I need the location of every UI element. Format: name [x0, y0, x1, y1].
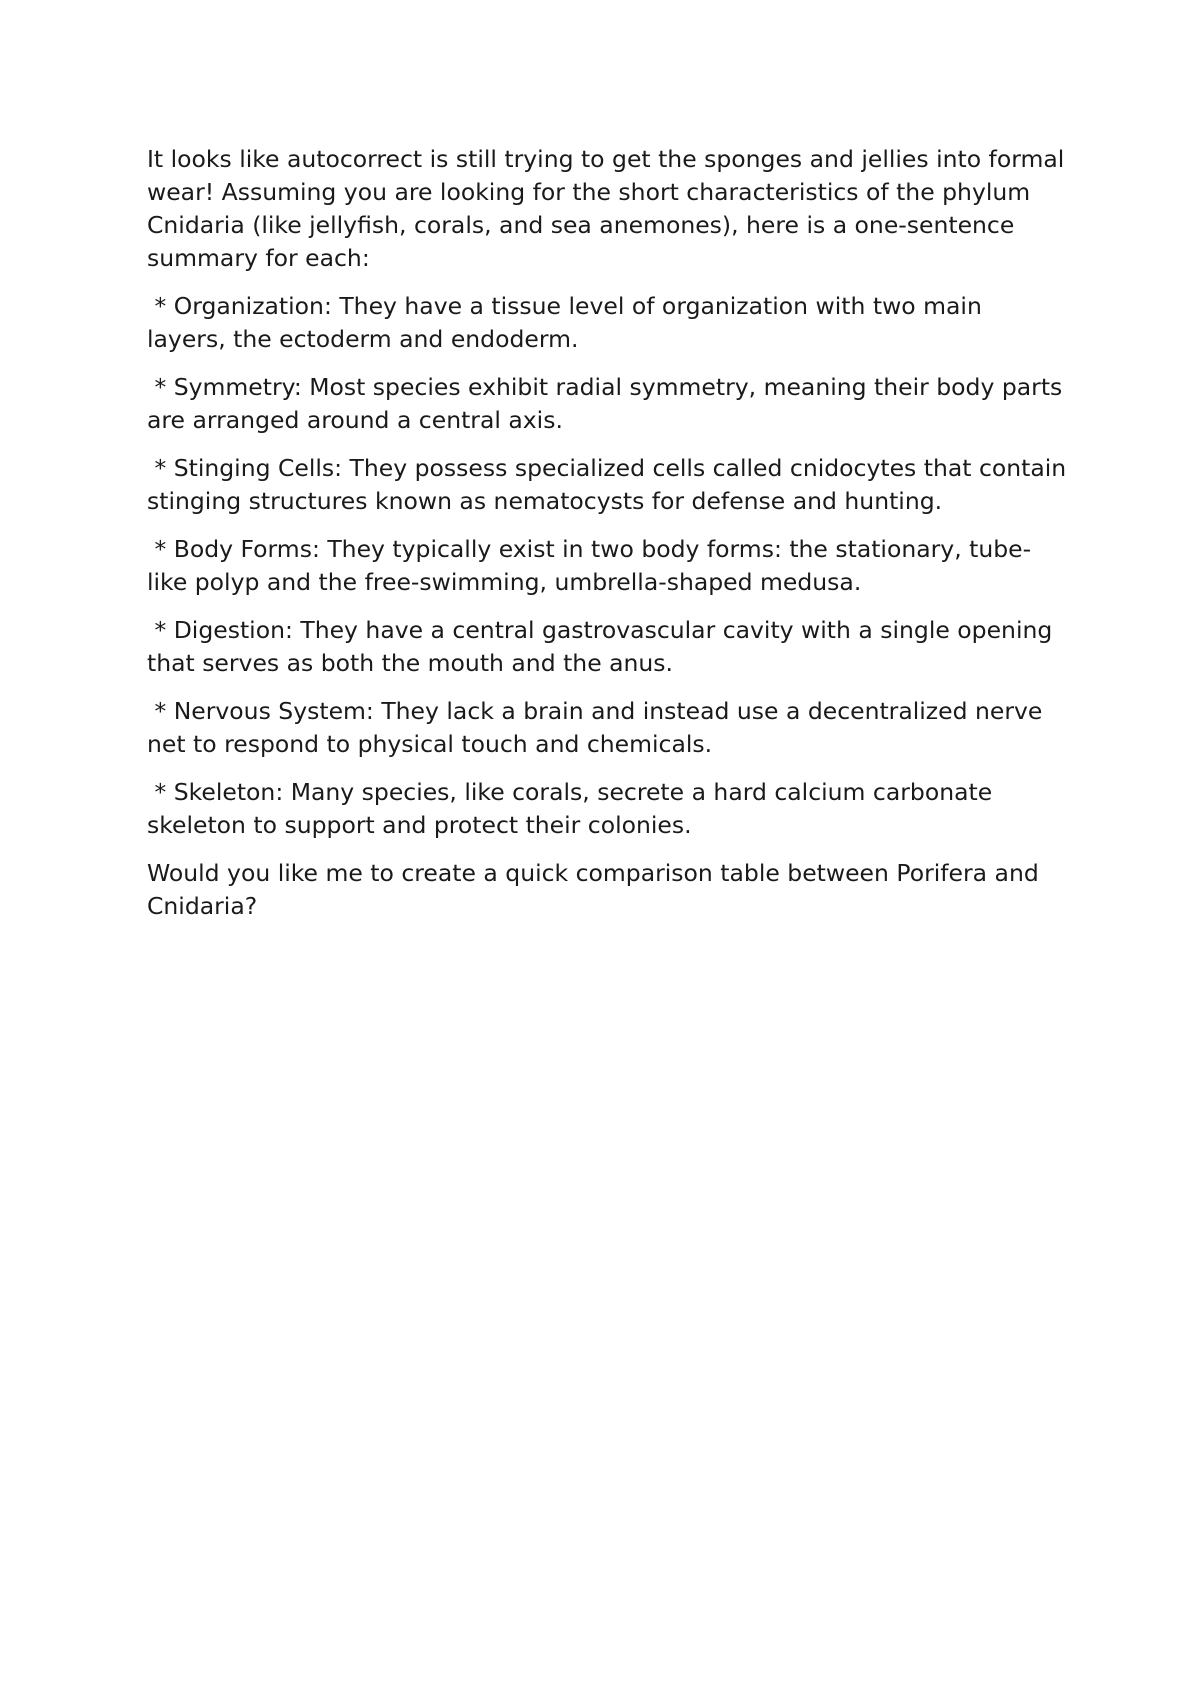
- bullet-skeleton: [147, 776, 1067, 842]
- intro-paragraph: It looks like autocorrect is still trying to get the sponges and jellies into formal wear! Assuming you are looking for the short characteristics of the phylum Cnidaria (like jellyfish, corals, and sea anemones), here is a one-sentence summary for each:: [147, 145, 1072, 272]
- bullet-nervous-system: [147, 695, 1067, 761]
- bullet-marker: *: [147, 697, 174, 725]
- bullet-marker: *: [147, 373, 174, 401]
- bullet-text: Symmetry: Most species exhibit radial symmetry, meaning their body parts are arranged around a central axis.: [147, 373, 1063, 434]
- bullet-text: Stinging Cells: They possess specialized cells called cnidocytes that contain stinging structures known as nematocysts for defense and hunting.: [147, 454, 1067, 515]
- bullet-marker: *: [147, 292, 174, 320]
- bullet-stinging-cells: [147, 452, 1067, 518]
- bullet-symmetry: [147, 371, 1067, 437]
- bullet-text: Organization: They have a tissue level of organization with two main layers, the ectoderm and endoderm.: [147, 292, 982, 353]
- closing-paragraph: Would you like me to create a quick comparison table between Porifera and Cnidaria?: [147, 859, 1047, 920]
- bullet-marker: *: [147, 454, 174, 482]
- bullet-body-forms: [147, 533, 1067, 599]
- document-body: [147, 143, 1072, 938]
- bullet-text: Body Forms: They typically exist in two body forms: the stationary, tube-like polyp and the free-swimming, umbrella-shaped medusa.: [147, 535, 1032, 596]
- bullet-organization: [147, 290, 1067, 356]
- bullet-digestion: [147, 614, 1067, 680]
- bullet-marker: *: [147, 616, 174, 644]
- bullet-text: Nervous System: They lack a brain and instead use a decentralized nerve net to respond to physical touch and chemicals.: [147, 697, 1043, 758]
- bullet-text: Digestion: They have a central gastrovascular cavity with a single opening that serves as both the mouth and the anus.: [147, 616, 1053, 677]
- bullet-marker: *: [147, 535, 174, 563]
- bullet-text: Skeleton: Many species, like corals, secrete a hard calcium carbonate skeleton to support and protect their colonies.: [147, 778, 993, 839]
- bullet-marker: *: [147, 778, 174, 806]
